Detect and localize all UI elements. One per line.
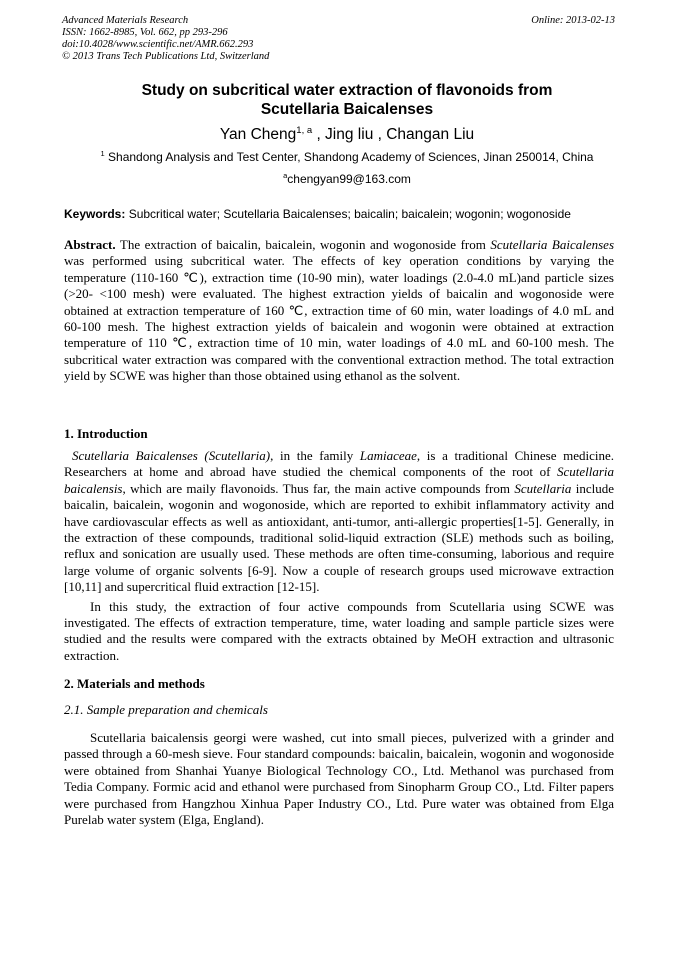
author-name: Yan Cheng <box>219 126 297 143</box>
paragraph-text: , which are maily flavonoids. Thus far, the main active compounds from <box>122 480 515 496</box>
introduction-paragraph-1 <box>64 448 614 596</box>
paragraph-text: , is a traditional Chinese medicine. Researchers at home and abroad have studied the chemical components of the root of <box>64 448 614 480</box>
affiliation-text: Shandong Analysis and Test Center, Shandong Academy of Sciences, Jinan 250014, China <box>104 150 594 164</box>
author-email <box>60 172 634 186</box>
introduction-body <box>64 448 614 664</box>
journal-name: Advanced Materials Research <box>62 15 189 26</box>
abstract-text: was performed using subcritical water. The effects of key operation conditions by varying the temperature (110-160 ℃), extraction time (10-90 min), water loadings (2.0-4.0 mL)and particle sizes (>20- <100 mesh) were evaluated. The highest extraction yields of baicalin and wogonoside were obtained at extraction temperature of 160 ℃, extraction time of 60 min, water loadings of 4.0 mL and 60-100 mesh. The highest extraction yields of baicalein and wogonin were obtained at extraction temperature of 110 ℃, extraction time of 10 min, water loadings of 4.0 mL and 60-100 mesh. The subcritical water extraction was compared with the conventional extraction method. The total extraction yield by SCWE was higher than those obtained using ethanol as the solvent. <box>64 253 614 384</box>
species-name: Scutellaria baicalensis <box>64 464 614 496</box>
abstract-species: Scutellaria Baicalenses <box>490 237 614 252</box>
paragraph-text: include baicalin, baicalein, wogonin and wogonoside, which are reported to exhibit inflammatory activity and have cardiovascular effects as well as antioxidant, anti-tumor, anti-allergic properties[1-5]. Generally, in the extraction of these compounds, traditional solid-liquid extraction (SLE) methods such as boiling, reflux and sonication are usually used. These methods are often time-consuming, laborious and require large volume of organic solvents [6-9]. Now a couple of research groups used microwave extraction [10,11] and supercritical fluid extraction [12-15]. <box>64 480 615 595</box>
abstract-label: Abstract. <box>64 237 116 252</box>
title-line-1: Study on subcritical water extraction of flavonoids from <box>141 82 553 99</box>
paper-title <box>60 81 634 119</box>
doi-line: doi:10.4028/www.scientific.net/AMR.662.293 <box>62 39 254 50</box>
email-link[interactable]: chengyan99@163.com <box>287 172 411 186</box>
author-list <box>60 125 634 145</box>
keywords-label: Keywords: <box>64 207 126 221</box>
abstract <box>64 237 614 385</box>
email-superscript: a <box>283 171 288 180</box>
journal-header <box>62 15 269 63</box>
introduction-paragraph-2: In this study, the extraction of four active compounds from Scutellaria using SCWE was investigated. The effects of extraction temperature, time, water loading and sample particle sizes were studied and the results were compared with the extracts obtained by MeOH extraction and ultrasonic extraction. <box>64 598 614 663</box>
abstract-text: The extraction of baicalin, baicalein, wogonin and wogonoside from <box>115 237 491 252</box>
issn-line: ISSN: 1662-8985, Vol. 662, pp 293-296 <box>62 27 228 38</box>
methods-paragraph-1: Scutellaria baicalensis georgi were washed, cut into small pieces, pulverized with a grinder and passed through a 60-mesh sieve. Four standard compounds: baicalin, baicalein, wogonin and wogonoside were obtained from Shanhai Yuanye Biological Technology CO., Ltd. Methanol was purchased from Tedia Company. Formic acid and ethanol were purchased from Sinopharm Group CO., Ltd. Filter papers were purchased from Hangzhou Xinhua Paper Industry CO., Ltd. Pure water was obtained from Elga Purelab water system (Elga, England). <box>64 730 614 828</box>
family-name: Lamiaceae <box>359 448 417 463</box>
title-line-2: Scutellaria Baicalenses <box>260 101 434 118</box>
affiliation <box>60 150 634 164</box>
keywords-text: Subcritical water; Scutellaria Baicalenses; baicalin; baicalein; wogonin; wogonoside <box>125 207 571 221</box>
species-name: Scutellaria Baicalenses (Scutellaria) <box>72 448 271 463</box>
paragraph-text: , in the family <box>270 448 360 463</box>
section-heading-materials-methods: 2. Materials and methods <box>64 676 205 691</box>
section-heading-introduction: 1. Introduction <box>64 426 148 441</box>
genus-name: Scutellaria <box>514 480 572 496</box>
subsection-heading-sample-prep: 2.1. Sample preparation and chemicals <box>64 702 268 717</box>
copyright-line: © 2013 Trans Tech Publications Ltd, Switzerland <box>62 51 270 62</box>
co-authors: , Jing liu , Changan Liu <box>312 126 475 143</box>
keywords <box>64 207 624 221</box>
methods-body <box>64 730 614 828</box>
author-superscript: 1, a <box>296 125 313 136</box>
online-date: Online: 2013-02-13 <box>531 15 615 26</box>
affiliation-superscript: 1 <box>100 149 105 158</box>
